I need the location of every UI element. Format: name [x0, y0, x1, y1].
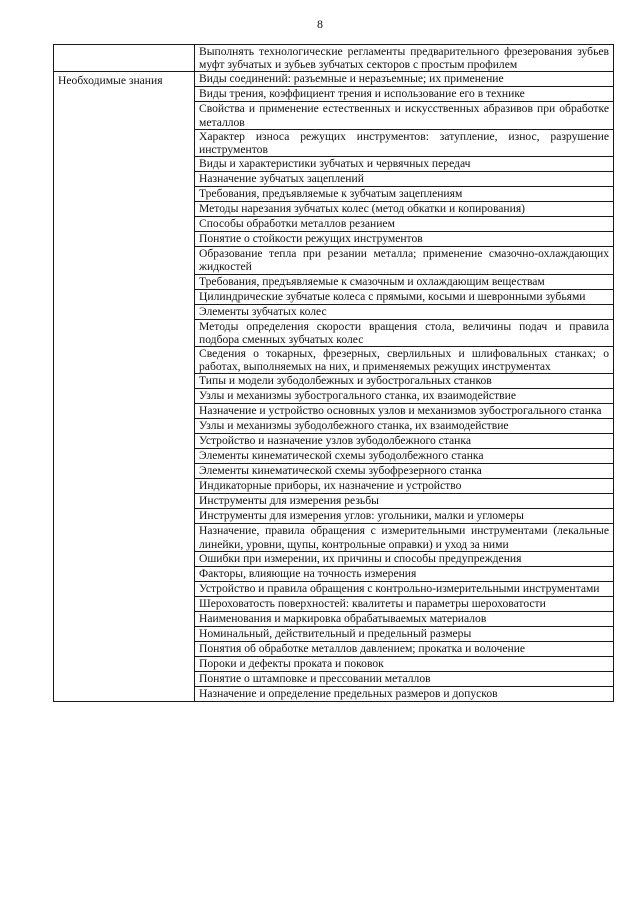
knowledge-item: Способы обработки металлов резанием — [195, 217, 614, 232]
knowledge-item: Сведения о токарных, фрезерных, сверлильных и шлифовальных станках; о работах, выполняемых на них, и применяемых режущих инструментах — [195, 347, 614, 374]
knowledge-item: Образование тепла при резании металла; применение смазочно-охлаждающих жидкостей — [195, 247, 614, 274]
section-label: Необходимые знания — [54, 72, 195, 701]
knowledge-item: Элементы кинематической схемы зубофрезерного станка — [195, 464, 614, 479]
requirements-table — [53, 44, 614, 702]
knowledge-item: Назначение и определение предельных размеров и допусков — [195, 686, 614, 701]
knowledge-item: Назначение и устройство основных узлов и механизмов зубострогального станка — [195, 404, 614, 419]
page-number: 8 — [317, 17, 323, 31]
requirements-table-body — [54, 45, 614, 702]
knowledge-item: Элементы кинематической схемы зубодолбежного станка — [195, 449, 614, 464]
knowledge-item: Инструменты для измерения резьбы — [195, 494, 614, 509]
knowledge-item: Устройство и назначение узлов зубодолбежного станка — [195, 434, 614, 449]
knowledge-item: Назначение зубчатых зацеплений — [195, 172, 614, 187]
knowledge-item: Шероховатость поверхностей: квалитеты и параметры шероховатости — [195, 596, 614, 611]
knowledge-item: Виды соединений: разъемные и неразъемные; их применение — [195, 72, 614, 87]
knowledge-item: Элементы зубчатых колес — [195, 304, 614, 319]
knowledge-item: Методы нарезания зубчатых колес (метод обкатки и копирования) — [195, 202, 614, 217]
knowledge-item: Индикаторные приборы, их назначение и устройство — [195, 479, 614, 494]
knowledge-item: Свойства и применение естественных и искусственных абразивов при обработке металлов — [195, 102, 614, 129]
knowledge-item: Наименования и маркировка обрабатываемых материалов — [195, 611, 614, 626]
table-row — [54, 45, 614, 72]
knowledge-item: Типы и модели зубодолбежных и зубострогальных станков — [195, 374, 614, 389]
knowledge-item: Виды трения, коэффициент трения и использование его в технике — [195, 87, 614, 102]
knowledge-item: Инструменты для измерения углов: угольники, малки и угломеры — [195, 509, 614, 524]
knowledge-item: Понятие о стойкости режущих инструментов — [195, 232, 614, 247]
knowledge-item: Понятия об обработке металлов давлением; прокатка и волочение — [195, 641, 614, 656]
knowledge-item: Факторы, влияющие на точность измерения — [195, 566, 614, 581]
knowledge-item: Понятие о штамповке и прессовании металлов — [195, 671, 614, 686]
table-row — [54, 72, 614, 87]
knowledge-item: Требования, предъявляемые к зубчатым зацеплениям — [195, 187, 614, 202]
knowledge-item: Ошибки при измерении, их причины и способы предупреждения — [195, 551, 614, 566]
knowledge-item: Узлы и механизмы зубодолбежного станка, их взаимодействие — [195, 419, 614, 434]
knowledge-item: Виды и характеристики зубчатых и червячных передач — [195, 157, 614, 172]
knowledge-item: Требования, предъявляемые к смазочным и охлаждающим веществам — [195, 274, 614, 289]
knowledge-item: Цилиндрические зубчатые колеса с прямыми, косыми и шевронными зубьями — [195, 289, 614, 304]
knowledge-item: Номинальный, действительный и предельный размеры — [195, 626, 614, 641]
knowledge-item: Характер износа режущих инструментов: затупление, износ, разрушение инструментов — [195, 129, 614, 156]
row-text: Выполнять технологические регламенты предварительного фрезерования зубьев муфт зубчатых и зубьев зубчатых секторов с простым профилем — [195, 45, 614, 72]
knowledge-item: Пороки и дефекты проката и поковок — [195, 656, 614, 671]
knowledge-item: Узлы и механизмы зубострогального станка, их взаимодействие — [195, 389, 614, 404]
row-label — [54, 45, 195, 72]
knowledge-item: Назначение, правила обращения с измерительными инструментами (лекальные линейки, уровни, щупы, контрольные оправки) и уход за ними — [195, 524, 614, 551]
knowledge-item: Устройство и правила обращения с контрольно-измерительными инструментами — [195, 581, 614, 596]
knowledge-item: Методы определения скорости вращения стола, величины подач и правила подбора сменных зубчатых колес — [195, 319, 614, 346]
